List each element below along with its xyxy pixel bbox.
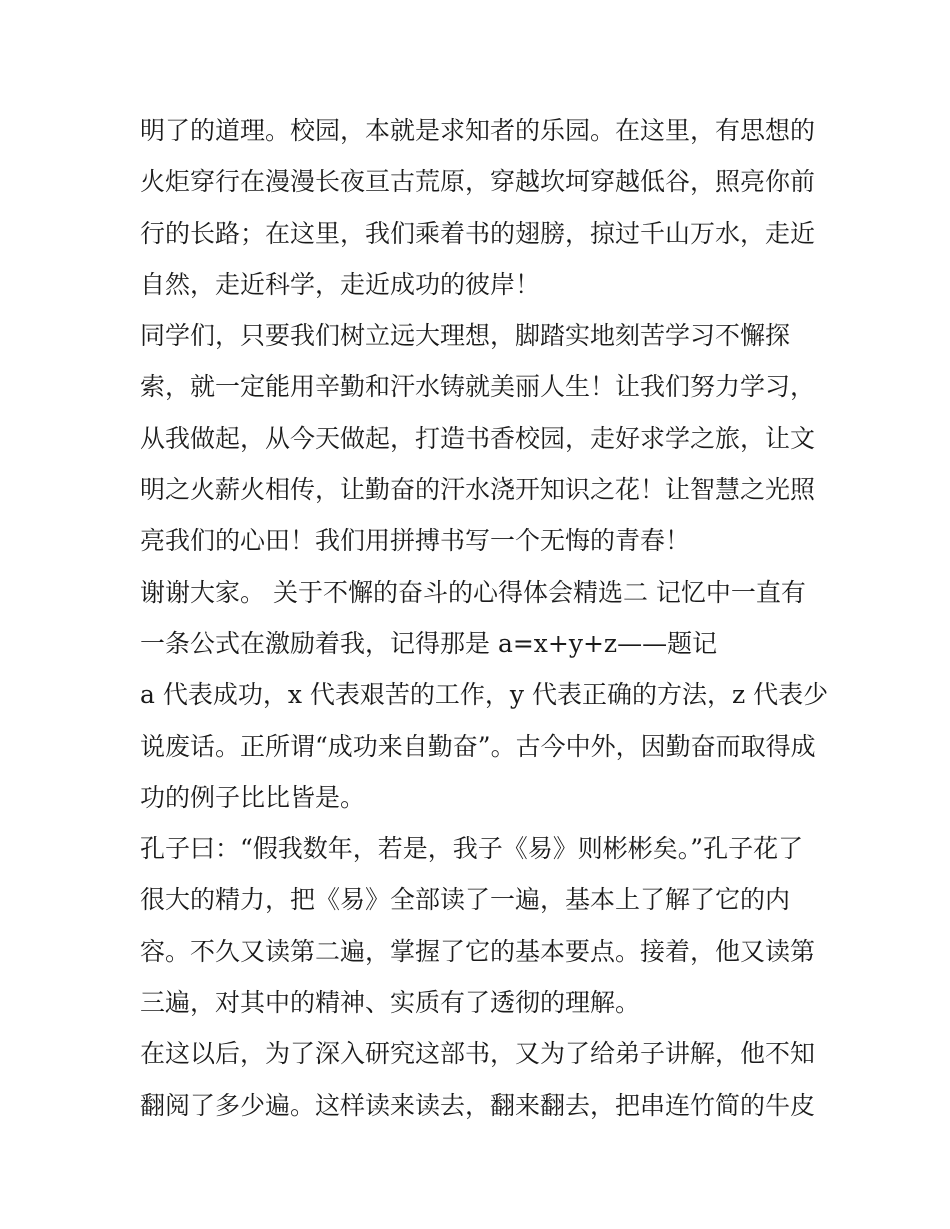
text-line: 在这以后，为了深入研究这部书，又为了给弟子讲解，他不知 [140, 1039, 816, 1069]
text-line: 功的例子比比皆是。 [140, 782, 366, 812]
text-line: 索，就一定能用辛勤和汗水铸就美丽人生！让我们努力学习， [140, 372, 816, 402]
text-line: 翻阅了多少遍。这样读来读去，翻来翻去，把串连竹简的牛皮 [140, 1090, 816, 1120]
text-line: 明之火薪火相传，让勤奋的汗水浇开知识之花！让智慧之光照 [140, 475, 816, 505]
text-line: 从我做起，从今天做起，打造书香校园，走好求学之旅，让文 [140, 423, 816, 453]
text-line: 谢谢大家。 关于不懈的奋斗的心得体会精选二 记忆中一直有 [140, 577, 806, 607]
text-line: 很大的精力，把《易》全部读了一遍，基本上了解了它的内 [140, 885, 791, 915]
text-line: 火炬穿行在漫漫长夜亘古荒原，穿越坎坷穿越低谷，照亮你前 [140, 167, 816, 197]
text-line: 同学们，只要我们树立远大理想，脚踏实地刻苦学习不懈探 [140, 321, 791, 351]
text-line: 自然，走近科学，走近成功的彼岸！ [140, 269, 541, 299]
text-line: 孔子曰：“假我数年，若是，我子《易》则彬彬矣。”孔子花了 [140, 834, 804, 864]
text-line: 行的长路；在这里，我们乘着书的翅膀，掠过千山万水，走近 [140, 218, 816, 248]
text-line: 容。不久又读第二遍，掌握了它的基本要点。接着，他又读第 [140, 936, 816, 966]
text-line: 明了的道理。校园，本就是求知者的乐园。在这里，有思想的 [140, 116, 816, 145]
text-line: a 代表成功，x 代表艰苦的工作，y 代表正确的方法，z 代表少 [140, 680, 829, 710]
text-line: 说废话。正所谓“成功来自勤奋”。古今中外，因勤奋而取得成 [140, 731, 816, 761]
text-line: 三遍，对其中的精神、实质有了透彻的理解。 [140, 988, 641, 1018]
document-body [140, 105, 829, 1131]
text-line: 亮我们的心田！我们用拼搏书写一个无悔的青春！ [140, 526, 691, 556]
text-line: 一条公式在激励着我，记得那是 a=x+y+z——题记 [140, 628, 718, 658]
